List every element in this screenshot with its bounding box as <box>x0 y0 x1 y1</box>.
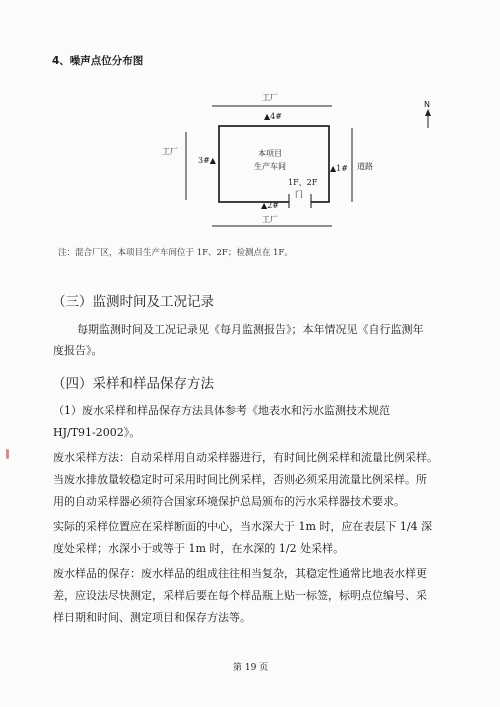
scan-mark <box>6 449 9 459</box>
project-label-line2: 生产车间 <box>254 162 286 171</box>
section-4-p4-line3: 样日期和时间、测定项目和保存方法等。 <box>53 611 251 624</box>
project-label-line1: 本项目 <box>258 149 282 158</box>
section-4-p2-line2: 当废水排放量较稳定时可采用时间比例采样，否则必须采用流量比例采样。所 <box>53 473 427 486</box>
section-heading-noise-map: 4、噪声点位分布图 <box>52 55 144 67</box>
section-4-p1-line2: HJ/T91-2002》。 <box>53 426 141 439</box>
noise-point-3: 3#▲ <box>198 156 216 165</box>
project-floors: 1F、2F <box>288 178 318 187</box>
noise-point-1: ▲1# <box>330 164 348 173</box>
section-4-p4-line2: 差，应设法尽快测定，采样后要在每个样品瓶上贴一标签，标明点位编号、采 <box>53 589 427 602</box>
section-3-line1: 每期监测时间及工况记录见《每月监测报告》；本年情况见《自行监测年 <box>77 323 424 336</box>
section-4-p2-line1: 废水采样方法：自动采样用自动采样器进行，有时间比例采样和流量比例采样。 <box>53 451 438 464</box>
section-4-title: （四）采样和样品保存方法 <box>52 376 214 392</box>
section-4-p4-line1: 废水样品的保存：废水样品的组成往往相当复杂，其稳定性通常比地表水样更 <box>53 567 427 580</box>
label-factory-top: 工厂 <box>262 93 278 102</box>
page-number: 第 19 页 <box>233 663 269 673</box>
gate-label: 门 <box>295 190 303 199</box>
noise-point-map <box>0 0 500 260</box>
label-factory-left: 工厂 <box>162 147 178 156</box>
section-4-p3-line1: 实际的采样位置应在采样断面的中心，当水深大于 1m 时，应在表层下 1/4 深 <box>53 520 433 533</box>
label-factory-bottom: 工厂 <box>262 215 278 224</box>
map-note: 注：混合厂区，本项目生产车间位于 1F、2F；检测点在 1F。 <box>58 248 293 258</box>
label-road: 道路 <box>357 162 373 171</box>
noise-point-4: ▲4# <box>264 112 282 121</box>
section-3-line2: 度报告》。 <box>53 344 103 357</box>
section-4-p2-line3: 用的自动采样器必须符合国家环境保护总局颁布的污水采样器技术要求。 <box>53 495 405 508</box>
section-4-p1-line1: （1）废水采样和样品保存方法具体参考《地表水和污水监测技术规范 <box>53 404 390 417</box>
north-arrow-head <box>425 109 431 116</box>
section-3-title: （三）监测时间及工况记录 <box>52 294 214 310</box>
label-north: N <box>424 100 430 109</box>
noise-point-2: ▲2# <box>261 201 279 210</box>
section-4-p3-line2: 度处采样；水深小于或等于 1m 时，在水深的 1/2 处采样。 <box>53 542 345 555</box>
